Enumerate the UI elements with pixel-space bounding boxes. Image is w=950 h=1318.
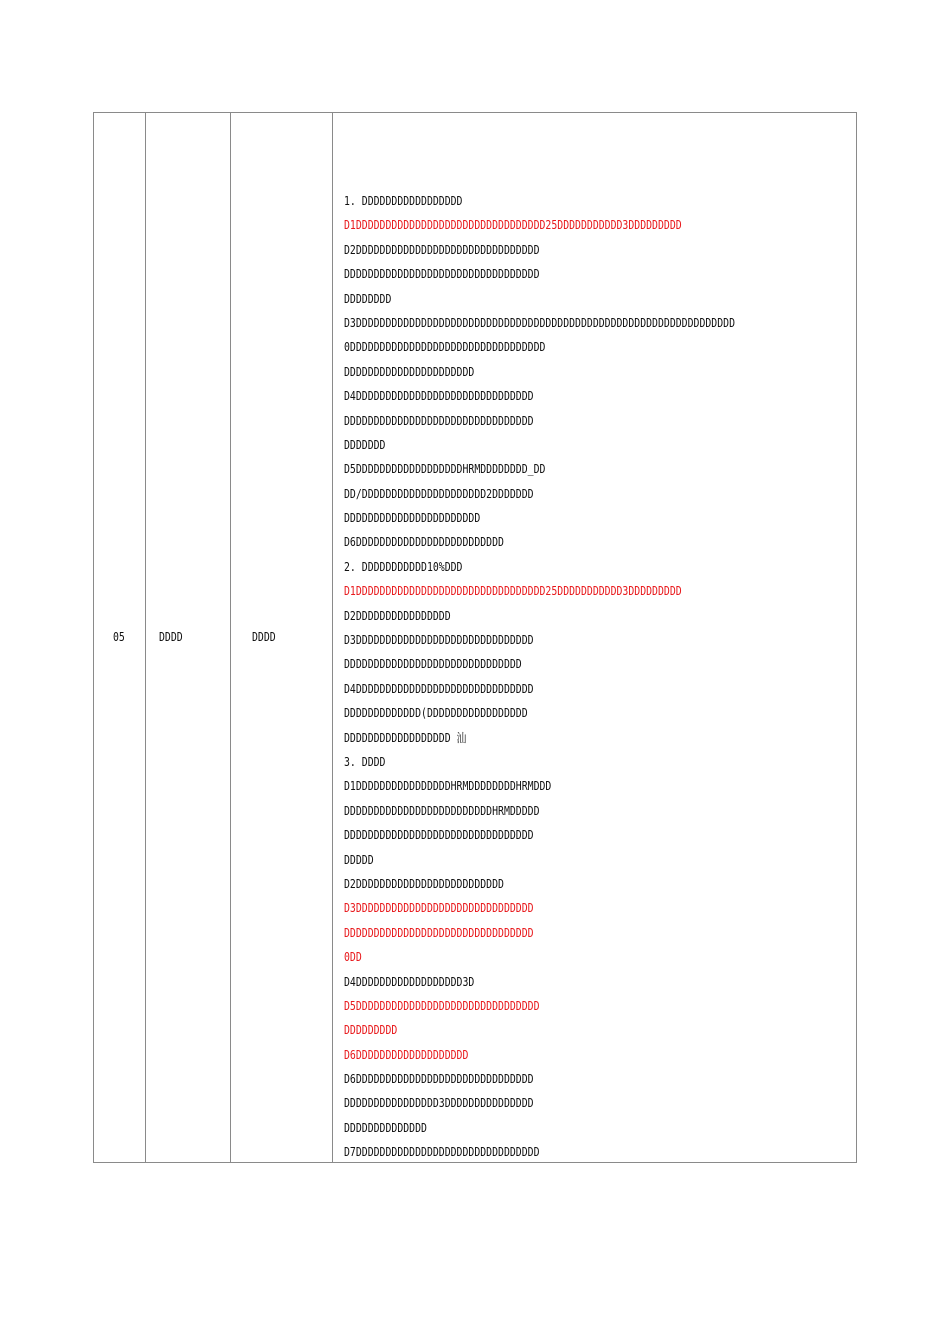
description-line: D6DDDDDDDDDDDDDDDDDDDDDDDDD	[344, 535, 504, 550]
item-text: DDDD	[252, 630, 276, 644]
description-line: DDDDDDDDD	[344, 1023, 398, 1038]
description-line: D4DDDDDDDDDDDDDDDDDDDDDDDDDDDDDD	[344, 681, 534, 696]
category-cell	[146, 113, 231, 1162]
description-line: D2DDDDDDDDDDDDDDDDDDDDDDDDDDDDDDD	[344, 242, 540, 257]
description-line: DDDDDDDDDDDDDDDD3DDDDDDDDDDDDDDD	[344, 1096, 534, 1111]
row-number-cell	[94, 113, 146, 1162]
description-line: DDDDDDDDDDDDDDDDDDDDDDDDDDDDDDDDD	[344, 267, 540, 282]
description-line: D4DDDDDDDDDDDDDDDDDD3D	[344, 974, 475, 989]
description-line: 0DD	[344, 950, 362, 965]
description-line: D3DDDDDDDDDDDDDDDDDDDDDDDDDDDDDD	[344, 633, 534, 648]
description-line: DDDDDDDDDDDDDD	[344, 1120, 427, 1135]
description-line: D1DDDDDDDDDDDDDDDDDDDDDDDDDDDDDDDD25DDDDDDDDDDD3DDDDDDDDD	[344, 584, 682, 599]
description-line: D3DDDDDDDDDDDDDDDDDDDDDDDDDDDDDDDDDDDDDDDDDDDDDDDDDDDDDDDDDDDDDDDD	[344, 315, 735, 330]
description-line: D4DDDDDDDDDDDDDDDDDDDDDDDDDDDDDD	[344, 389, 534, 404]
description-cell	[344, 189, 844, 1165]
description-line: 1. DDDDDDDDDDDDDDDDD	[344, 194, 463, 208]
description-line: DDDDD	[344, 852, 374, 867]
description-line: DD/DDDDDDDDDDDDDDDDDDDDD2DDDDDDD	[344, 486, 534, 501]
description-line: D1DDDDDDDDDDDDDDDDDDDDDDDDDDDDDDDD25DDDDDDDDDDD3DDDDDDDDD	[344, 218, 682, 233]
description-line: D2DDDDDDDDDDDDDDDD	[344, 608, 451, 623]
item-cell	[231, 113, 333, 1162]
description-line: D3DDDDDDDDDDDDDDDDDDDDDDDDDDDDDD	[344, 901, 534, 916]
description-line: DDDDDDDDDDDDDDDDDD 汕	[344, 730, 467, 745]
description-line: D6DDDDDDDDDDDDDDDDDDDDDDDDDDDDDD	[344, 1072, 534, 1087]
description-line: DDDDDDDDDDDDDDDDDDDDDDDDDHRMDDDDD	[344, 803, 540, 818]
description-line: D1DDDDDDDDDDDDDDDDHRMDDDDDDDDHRMDDD	[344, 779, 552, 794]
description-line: D5DDDDDDDDDDDDDDDDDDHRMDDDDDDDD_DD	[344, 462, 546, 477]
description-line: D7DDDDDDDDDDDDDDDDDDDDDDDDDDDDDDD	[344, 1145, 540, 1160]
description-line: DDDDDDDDDDDDDDDDDDDDDDDDDDDDDD	[344, 657, 522, 672]
description-line: 2. DDDDDDDDDDD10%DDD	[344, 559, 463, 574]
content-table	[93, 112, 857, 1163]
description-line: 3. DDDD	[344, 754, 386, 769]
description-line: D5DDDDDDDDDDDDDDDDDDDDDDDDDDDDDDD	[344, 998, 540, 1013]
description-line: DDDDDDDDDDDDD(DDDDDDDDDDDDDDDDD	[344, 706, 528, 721]
description-line: DDDDDDDDDDDDDDDDDDDDDDDDDDDDDDDD	[344, 925, 534, 940]
row-number: 05	[113, 630, 125, 644]
description-line: DDDDDDDD	[344, 291, 392, 306]
description-line: DDDDDDD	[344, 437, 386, 452]
description-line: D6DDDDDDDDDDDDDDDDDDD	[344, 1047, 469, 1062]
description-line: DDDDDDDDDDDDDDDDDDDDDDD	[344, 511, 481, 526]
description-line: DDDDDDDDDDDDDDDDDDDDDDDDDDDDDDDD	[344, 413, 534, 428]
description-line: DDDDDDDDDDDDDDDDDDDDDDDDDDDDDDDD	[344, 828, 534, 843]
description-line: 0DDDDDDDDDDDDDDDDDDDDDDDDDDDDDDDDD	[344, 340, 546, 355]
description-line: D2DDDDDDDDDDDDDDDDDDDDDDDDD	[344, 876, 504, 891]
category-text: DDDD	[159, 630, 183, 644]
description-line: DDDDDDDDDDDDDDDDDDDDDD	[344, 364, 475, 379]
